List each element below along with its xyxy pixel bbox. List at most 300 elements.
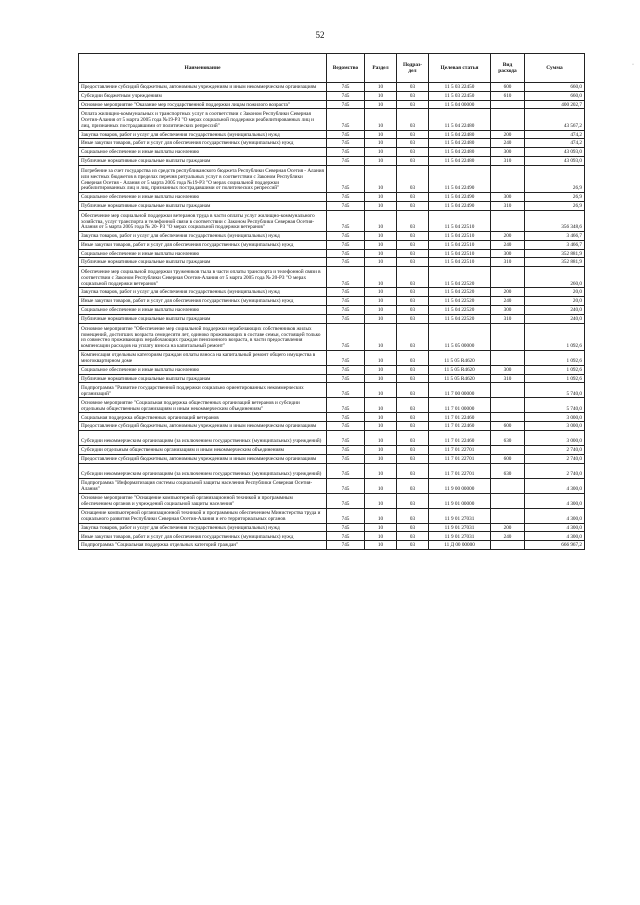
row-razdel: 10 xyxy=(365,523,397,532)
row-name: Обеспечение мер социальной поддержки тружеников тыла в части оплаты транспорта и телефонной связи в соответствии с Законом Республики Северная Осетия-Алания от 5 марта 2005 года № 20-РЗ "О мерах социальной поддержки ветеранов" xyxy=(79,267,327,288)
row-razdel: 10 xyxy=(365,463,397,478)
row-name: Публичные нормативные социальные выплаты гражданам xyxy=(79,374,327,383)
row-vid xyxy=(491,541,525,550)
row-tselevaya: 11 9 01 27031 xyxy=(429,523,491,532)
table-row xyxy=(79,323,585,350)
row-tselevaya: 11 5 04 22520 xyxy=(429,297,491,306)
row-podrazdel: 03 xyxy=(397,323,429,350)
table-row xyxy=(79,297,585,306)
row-podrazdel: 03 xyxy=(397,100,429,109)
row-name: Социальное обеспечение и иные выплаты населению xyxy=(79,148,327,157)
row-vid xyxy=(491,383,525,398)
row-vedomstvo: 745 xyxy=(327,523,365,532)
row-vid: 600 xyxy=(491,454,525,463)
row-razdel: 10 xyxy=(365,258,397,267)
row-podrazdel: 03 xyxy=(397,478,429,493)
row-razdel: 10 xyxy=(365,130,397,139)
table-row xyxy=(79,365,585,374)
row-razdel: 10 xyxy=(365,454,397,463)
row-tselevaya: 11 5 04 22520 xyxy=(429,288,491,297)
row-vedomstvo: 745 xyxy=(327,454,365,463)
table-row xyxy=(79,165,585,192)
row-vedomstvo: 745 xyxy=(327,109,365,130)
row-razdel: 10 xyxy=(365,109,397,130)
table-row xyxy=(79,350,585,365)
row-tselevaya: 11 7 01 22460 xyxy=(429,431,491,446)
row-vedomstvo: 745 xyxy=(327,422,365,431)
row-name: Социальное обеспечение и иные выплаты населению xyxy=(79,249,327,258)
row-summa: 4 300,0 xyxy=(525,508,585,523)
row-vid xyxy=(491,413,525,422)
row-razdel: 10 xyxy=(365,365,397,374)
row-summa: 352 881,9 xyxy=(525,258,585,267)
row-tselevaya: 11 Д 00 00000 xyxy=(429,541,491,550)
row-name: Иные закупки товаров, работ и услуг для обеспечения государственных (муниципальных) нужд xyxy=(79,532,327,541)
row-name: Погребение за счет государства из средств республиканского бюджета Республики Северная Осетия - Алания или местных бюджетов в пределах перечня ритуальных услуг в соответствии с Законом Республики Северная Осетия - Алания от 5 марта 2005 года №19-РЗ "О мерах социальной поддержки реабилитированных лиц и лиц, признанных пострадавшими от политических репрессий" xyxy=(79,165,327,192)
row-summa: 2 740,0 xyxy=(525,454,585,463)
row-podrazdel: 03 xyxy=(397,422,429,431)
row-name: Основное мероприятие "Обеспечение мер социальной поддержки нерабочающих собственников жилых помещений, достигших возраста семидесяти лет, одиноко проживающих в составе семьи, состоящей только из совместно проживающих нерабочающих граждан пенсионного возраста, в части предоставления компенсации расходов на уплату взноса на капитальный ремонт" xyxy=(79,323,327,350)
row-vedomstvo: 745 xyxy=(327,165,365,192)
table-row xyxy=(79,240,585,249)
header-razdel: Раздел xyxy=(365,54,397,83)
table-row xyxy=(79,249,585,258)
row-podrazdel: 03 xyxy=(397,83,429,92)
row-tselevaya: 11 7 01 22701 xyxy=(429,454,491,463)
row-razdel: 10 xyxy=(365,297,397,306)
row-podrazdel: 03 xyxy=(397,374,429,383)
row-summa: 5 740,0 xyxy=(525,398,585,413)
row-podrazdel: 03 xyxy=(397,109,429,130)
row-vid xyxy=(491,165,525,192)
row-name: Иные закупки товаров, работ и услуг для обеспечения государственных (муниципальных) нужд xyxy=(79,297,327,306)
row-name: Публичные нормативные социальные выплаты гражданам xyxy=(79,156,327,165)
table-row xyxy=(79,532,585,541)
row-vedomstvo: 745 xyxy=(327,148,365,157)
row-summa: 2 740,0 xyxy=(525,446,585,455)
row-razdel: 10 xyxy=(365,305,397,314)
row-tselevaya: 11 5 04 00000 xyxy=(429,100,491,109)
row-razdel: 10 xyxy=(365,193,397,202)
row-razdel: 10 xyxy=(365,532,397,541)
row-tselevaya: 11 5 04 22480 xyxy=(429,139,491,148)
row-podrazdel: 03 xyxy=(397,398,429,413)
row-vid xyxy=(491,210,525,231)
row-razdel: 10 xyxy=(365,201,397,210)
table-row xyxy=(79,383,585,398)
row-name: Социальное обеспечение и иные выплаты населению xyxy=(79,193,327,202)
row-tselevaya: 11 5 04 22510 xyxy=(429,249,491,258)
row-vid: 200 xyxy=(491,288,525,297)
row-tselevaya: 11 7 01 22460 xyxy=(429,422,491,431)
row-podrazdel: 03 xyxy=(397,297,429,306)
row-vid xyxy=(491,100,525,109)
row-summa: 26,9 xyxy=(525,193,585,202)
row-vid: 300 xyxy=(491,365,525,374)
header-podrazdel: Подраз-дел xyxy=(397,54,429,83)
header-summa: Сумма xyxy=(525,54,585,83)
row-tselevaya: 11 5 05 R4620 xyxy=(429,374,491,383)
row-tselevaya: 11 5 04 22510 xyxy=(429,240,491,249)
table-row xyxy=(79,431,585,446)
row-tselevaya: 11 5 05 R4620 xyxy=(429,350,491,365)
row-razdel: 10 xyxy=(365,541,397,550)
row-vedomstvo: 745 xyxy=(327,210,365,231)
row-vedomstvo: 745 xyxy=(327,139,365,148)
table-row xyxy=(79,463,585,478)
row-name: Субсидии некоммерческим организациям (за исключением государственных (муниципальных) учреждений) xyxy=(79,463,327,478)
row-name: Оплата жилищно-коммунальных и транспортных услуг в соответствии с Законом Республики Северная Осетия-Алания от 5 марта 2005 года №19-РЗ "О мерах социальной поддержки реабилитированных лиц и лиц, признанных пострадавшими от политических репрессий" xyxy=(79,109,327,130)
row-podrazdel: 03 xyxy=(397,493,429,508)
row-name: Иные закупки товаров, работ и услуг для обеспечения государственных (муниципальных) нужд xyxy=(79,139,327,148)
row-podrazdel: 03 xyxy=(397,267,429,288)
table-row xyxy=(79,374,585,383)
table-header-row xyxy=(79,54,585,83)
row-razdel: 10 xyxy=(365,323,397,350)
row-summa: 4 300,0 xyxy=(525,532,585,541)
row-vid: 300 xyxy=(491,193,525,202)
row-vid: 310 xyxy=(491,314,525,323)
row-summa: 400 202,7 xyxy=(525,100,585,109)
table-body xyxy=(79,83,585,550)
row-name: Обеспечение мер социальной поддержки ветеранов труда в части оплаты услуг жилищно-коммунального хозяйства, услуг транспорта и телефонной связи в соответствии с Законом Республики Северная Осетия-Алания от 5 марта 2005 года № 20- РЗ "О мерах социальной поддержки ветеранов" xyxy=(79,210,327,231)
table-row xyxy=(79,210,585,231)
row-name: Предоставление субсидий бюджетным, автономным учреждениям и иным некоммерческим организациям xyxy=(79,422,327,431)
row-name: Подпрограмма "Социальная поддержка отдельных категорий граждан" xyxy=(79,541,327,550)
row-vid xyxy=(491,398,525,413)
row-razdel: 10 xyxy=(365,431,397,446)
row-tselevaya: 11 9 01 27031 xyxy=(429,508,491,523)
row-vedomstvo: 745 xyxy=(327,413,365,422)
table-row xyxy=(79,109,585,130)
row-summa: 4 300,0 xyxy=(525,493,585,508)
row-summa: 1 092,6 xyxy=(525,350,585,365)
row-razdel: 10 xyxy=(365,446,397,455)
row-podrazdel: 03 xyxy=(397,454,429,463)
table-row xyxy=(79,523,585,532)
row-name: Субсидии бюджетным учреждениям xyxy=(79,91,327,100)
row-tselevaya: 11 5 05 00000 xyxy=(429,323,491,350)
row-razdel: 10 xyxy=(365,156,397,165)
row-razdel: 10 xyxy=(365,413,397,422)
row-razdel: 10 xyxy=(365,374,397,383)
table-row xyxy=(79,446,585,455)
row-summa: 474,2 xyxy=(525,130,585,139)
row-podrazdel: 03 xyxy=(397,130,429,139)
row-summa: 20,0 xyxy=(525,288,585,297)
row-tselevaya: 11 5 04 22480 xyxy=(429,148,491,157)
row-name: Иные закупки товаров, работ и услуг для обеспечения государственных (муниципальных) нужд xyxy=(79,240,327,249)
row-podrazdel: 03 xyxy=(397,446,429,455)
row-razdel: 10 xyxy=(365,288,397,297)
row-razdel: 10 xyxy=(365,148,397,157)
row-podrazdel: 03 xyxy=(397,463,429,478)
table-row xyxy=(79,130,585,139)
row-summa: 356 348,6 xyxy=(525,210,585,231)
row-vedomstvo: 745 xyxy=(327,288,365,297)
row-podrazdel: 03 xyxy=(397,165,429,192)
row-podrazdel: 03 xyxy=(397,288,429,297)
row-vid xyxy=(491,109,525,130)
row-vedomstvo: 745 xyxy=(327,83,365,92)
row-vedomstvo: 745 xyxy=(327,258,365,267)
row-vid: 600 xyxy=(491,83,525,92)
table-row xyxy=(79,398,585,413)
row-razdel: 10 xyxy=(365,100,397,109)
table-row xyxy=(79,314,585,323)
row-summa: 3 466,7 xyxy=(525,240,585,249)
row-razdel: 10 xyxy=(365,383,397,398)
row-podrazdel: 03 xyxy=(397,305,429,314)
row-vedomstvo: 745 xyxy=(327,493,365,508)
row-summa: 240,0 xyxy=(525,305,585,314)
table-row xyxy=(79,83,585,92)
row-summa: 3 000,0 xyxy=(525,422,585,431)
row-podrazdel: 03 xyxy=(397,350,429,365)
row-podrazdel: 03 xyxy=(397,413,429,422)
row-summa: 20,0 xyxy=(525,297,585,306)
table-row xyxy=(79,156,585,165)
row-vedomstvo: 745 xyxy=(327,267,365,288)
row-tselevaya: 11 5 04 22490 xyxy=(429,165,491,192)
row-podrazdel: 03 xyxy=(397,156,429,165)
row-vedomstvo: 745 xyxy=(327,231,365,240)
table-row xyxy=(79,100,585,109)
row-summa: 26,9 xyxy=(525,201,585,210)
row-name: Подпрограмма "Информатизация системы социальной защиты населения Республики Северная Осетия-Алания" xyxy=(79,478,327,493)
table-row xyxy=(79,201,585,210)
row-vedomstvo: 745 xyxy=(327,431,365,446)
row-tselevaya: 11 7 01 22701 xyxy=(429,446,491,455)
row-vedomstvo: 745 xyxy=(327,100,365,109)
row-razdel: 10 xyxy=(365,210,397,231)
row-razdel: 10 xyxy=(365,314,397,323)
page-number: 52 xyxy=(315,30,325,40)
row-razdel: 10 xyxy=(365,422,397,431)
row-vedomstvo: 745 xyxy=(327,305,365,314)
row-podrazdel: 03 xyxy=(397,541,429,550)
row-summa: 3 466,7 xyxy=(525,231,585,240)
row-vid: 310 xyxy=(491,258,525,267)
row-vid: 300 xyxy=(491,148,525,157)
row-tselevaya: 11 5 04 22520 xyxy=(429,305,491,314)
row-tselevaya: 11 9 00 00000 xyxy=(429,478,491,493)
row-razdel: 10 xyxy=(365,139,397,148)
row-tselevaya: 11 7 01 00000 xyxy=(429,398,491,413)
row-tselevaya: 11 5 04 22510 xyxy=(429,210,491,231)
table-row xyxy=(79,454,585,463)
row-summa: 26,9 xyxy=(525,165,585,192)
row-vid: 240 xyxy=(491,297,525,306)
row-summa: 260,0 xyxy=(525,267,585,288)
budget-table xyxy=(78,53,585,550)
row-razdel: 10 xyxy=(365,508,397,523)
row-podrazdel: 03 xyxy=(397,508,429,523)
row-summa: 2 740,0 xyxy=(525,463,585,478)
table-row xyxy=(79,478,585,493)
row-vid xyxy=(491,478,525,493)
row-name: Социальное обеспечение и иные выплаты населению xyxy=(79,365,327,374)
row-tselevaya: 11 5 04 22480 xyxy=(429,156,491,165)
row-vedomstvo: 745 xyxy=(327,193,365,202)
row-vedomstvo: 745 xyxy=(327,532,365,541)
row-tselevaya: 11 5 03 22450 xyxy=(429,91,491,100)
row-razdel: 10 xyxy=(365,249,397,258)
row-summa: 3 000,0 xyxy=(525,413,585,422)
row-vid: 630 xyxy=(491,431,525,446)
row-name: Социальное обеспечение и иные выплаты населению xyxy=(79,305,327,314)
row-name: Основное мероприятие "Социальная поддержка общественных организаций ветеранов и субсидии отдельным общественным организациям и иным некоммерческим объединениям" xyxy=(79,398,327,413)
row-tselevaya: 11 5 04 22490 xyxy=(429,193,491,202)
row-podrazdel: 03 xyxy=(397,139,429,148)
row-name: Публичные нормативные социальные выплаты гражданам xyxy=(79,201,327,210)
row-vedomstvo: 745 xyxy=(327,130,365,139)
row-podrazdel: 03 xyxy=(397,258,429,267)
row-summa: 660,0 xyxy=(525,83,585,92)
row-podrazdel: 03 xyxy=(397,523,429,532)
table-row xyxy=(79,288,585,297)
header-name: Наименование xyxy=(79,54,327,83)
row-vid: 240 xyxy=(491,240,525,249)
row-summa: 240,0 xyxy=(525,314,585,323)
row-podrazdel: 03 xyxy=(397,193,429,202)
row-vid: 310 xyxy=(491,156,525,165)
row-razdel: 10 xyxy=(365,267,397,288)
row-name: Основное мероприятие "Оказание мер государственной поддержки лицам пожилого возраста" xyxy=(79,100,327,109)
table-row xyxy=(79,193,585,202)
table-row xyxy=(79,267,585,288)
row-name: Публичные нормативные социальные выплаты гражданам xyxy=(79,314,327,323)
row-summa: 3 000,0 xyxy=(525,431,585,446)
table-row xyxy=(79,422,585,431)
row-vid: 300 xyxy=(491,305,525,314)
row-vid xyxy=(491,267,525,288)
row-razdel: 10 xyxy=(365,91,397,100)
row-name: Компенсация отдельным категориям граждан оплаты взноса на капитальный ремонт общего имущества в многоквартирном доме xyxy=(79,350,327,365)
table-row xyxy=(79,508,585,523)
row-vedomstvo: 745 xyxy=(327,156,365,165)
table-row xyxy=(79,231,585,240)
table-row xyxy=(79,493,585,508)
row-name: Субсидии отдельным общественным организациям и иным некоммерческим объединениям xyxy=(79,446,327,455)
row-razdel: 10 xyxy=(365,398,397,413)
row-razdel: 10 xyxy=(365,240,397,249)
row-vid: 630 xyxy=(491,463,525,478)
row-name: Субсидии некоммерческим организациям (за исключением государственных (муниципальных) учреждений) xyxy=(79,431,327,446)
row-vid xyxy=(491,323,525,350)
row-summa: 43 093,0 xyxy=(525,148,585,157)
row-tselevaya: 11 5 03 22450 xyxy=(429,83,491,92)
row-razdel: 10 xyxy=(365,165,397,192)
row-tselevaya: 11 7 01 22460 xyxy=(429,413,491,422)
row-summa: 5 740,0 xyxy=(525,383,585,398)
header-vid: Вид расхода xyxy=(491,54,525,83)
row-summa: 660,0 xyxy=(525,91,585,100)
row-tselevaya: 11 9 01 00000 xyxy=(429,493,491,508)
row-razdel: 10 xyxy=(365,478,397,493)
table-row xyxy=(79,139,585,148)
row-vid xyxy=(491,508,525,523)
row-vid xyxy=(491,493,525,508)
row-vid xyxy=(491,350,525,365)
row-tselevaya: 11 5 04 22480 xyxy=(429,109,491,130)
row-name: Основное мероприятие "Оснащение компьютерной организационной техникой и программным обеспечением органов и учреждений социальной защиты населения" xyxy=(79,493,327,508)
row-summa: 352 881,9 xyxy=(525,249,585,258)
row-vedomstvo: 745 xyxy=(327,240,365,249)
row-name: Оснащение компьютерной организационной техникой и программным обеспечением Министерства труда и социального развития Республики Северная Осетия-Алания и его территориальных органов xyxy=(79,508,327,523)
table-row xyxy=(79,148,585,157)
row-vedomstvo: 745 xyxy=(327,323,365,350)
row-name: Закупка товаров, работ и услуг для обеспечения государственных (муниципальных) нужд xyxy=(79,231,327,240)
header-vedomstvo: Ведомство xyxy=(327,54,365,83)
row-summa: 1 092,6 xyxy=(525,365,585,374)
row-podrazdel: 03 xyxy=(397,431,429,446)
row-podrazdel: 03 xyxy=(397,365,429,374)
row-vid: 600 xyxy=(491,422,525,431)
row-vedomstvo: 745 xyxy=(327,446,365,455)
row-tselevaya: 11 5 04 22510 xyxy=(429,258,491,267)
row-name: Предоставление субсидий бюджетным, автономным учреждениям и иным некоммерческим организациям xyxy=(79,83,327,92)
row-summa: 666 967,2 xyxy=(525,541,585,550)
row-tselevaya: 11 5 04 22520 xyxy=(429,267,491,288)
row-vedomstvo: 745 xyxy=(327,350,365,365)
row-name: Публичные нормативные социальные выплаты гражданам xyxy=(79,258,327,267)
row-podrazdel: 03 xyxy=(397,249,429,258)
row-podrazdel: 03 xyxy=(397,314,429,323)
row-vedomstvo: 745 xyxy=(327,365,365,374)
row-vedomstvo: 745 xyxy=(327,374,365,383)
row-name: Закупка товаров, работ и услуг для обеспечения государственных (муниципальных) нужд xyxy=(79,130,327,139)
row-name: Подпрограмма "Развитие государственной поддержки социально ориентированных некоммерческих организаций" xyxy=(79,383,327,398)
row-tselevaya: 11 9 01 27031 xyxy=(429,532,491,541)
row-vid: 300 xyxy=(491,249,525,258)
row-razdel: 10 xyxy=(365,231,397,240)
row-tselevaya: 11 5 04 22510 xyxy=(429,231,491,240)
row-summa: 1 092,6 xyxy=(525,323,585,350)
row-podrazdel: 03 xyxy=(397,91,429,100)
row-vid: 310 xyxy=(491,201,525,210)
row-name: Закупка товаров, работ и услуг для обеспечения государственных (муниципальных) нужд xyxy=(79,288,327,297)
row-podrazdel: 03 xyxy=(397,231,429,240)
row-vedomstvo: 745 xyxy=(327,463,365,478)
row-vedomstvo: 745 xyxy=(327,297,365,306)
row-tselevaya: 11 5 05 R4620 xyxy=(429,365,491,374)
row-vid: 200 xyxy=(491,231,525,240)
row-vid: 310 xyxy=(491,374,525,383)
row-vedomstvo: 745 xyxy=(327,541,365,550)
row-tselevaya: 11 7 00 00000 xyxy=(429,383,491,398)
row-podrazdel: 03 xyxy=(397,240,429,249)
row-vid: 240 xyxy=(491,532,525,541)
row-razdel: 10 xyxy=(365,83,397,92)
table-row xyxy=(79,413,585,422)
row-vid: 610 xyxy=(491,91,525,100)
row-name: Закупка товаров, работ и услуг для обеспечения государственных (муниципальных) нужд xyxy=(79,523,327,532)
row-vid xyxy=(491,446,525,455)
row-podrazdel: 03 xyxy=(397,532,429,541)
header-tselevaya: Целевая статья xyxy=(429,54,491,83)
row-vid: 200 xyxy=(491,130,525,139)
row-vedomstvo: 745 xyxy=(327,508,365,523)
row-podrazdel: 03 xyxy=(397,201,429,210)
row-vedomstvo: 745 xyxy=(327,398,365,413)
table-row xyxy=(79,541,585,550)
row-vedomstvo: 745 xyxy=(327,383,365,398)
row-tselevaya: 11 5 04 22480 xyxy=(429,130,491,139)
row-summa: 474,2 xyxy=(525,139,585,148)
row-podrazdel: 03 xyxy=(397,210,429,231)
row-summa: 43 093,0 xyxy=(525,156,585,165)
